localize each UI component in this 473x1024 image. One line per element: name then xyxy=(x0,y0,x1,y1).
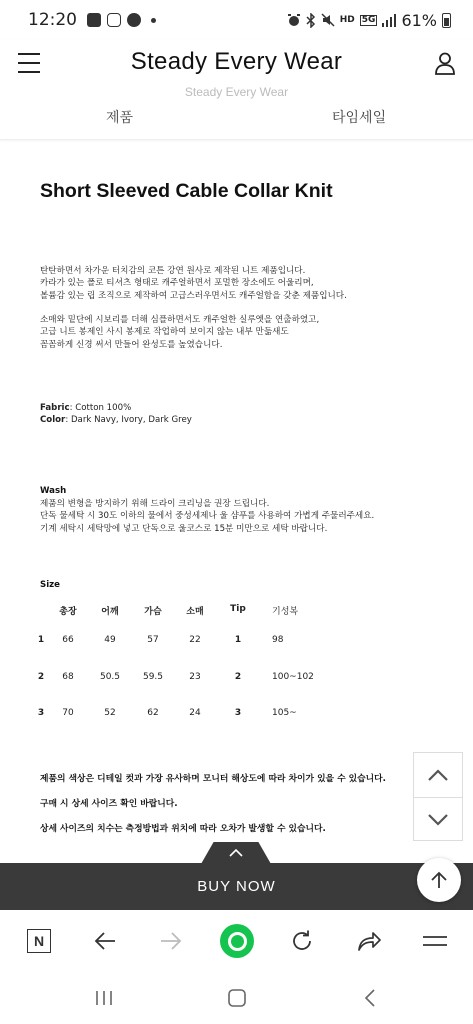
size-cell: 50.5 xyxy=(99,672,121,682)
chevron-left-icon xyxy=(364,988,376,1008)
battery-icon xyxy=(442,13,451,28)
scroll-to-top-button[interactable] xyxy=(417,858,461,902)
size-cell: 66 xyxy=(62,635,74,645)
size-cell: 68 xyxy=(62,672,74,682)
wash-instructions xyxy=(40,498,374,535)
product-title: Short Sleeved Cable Collar Knit xyxy=(40,180,333,202)
alarm-icon xyxy=(287,13,301,27)
brand-subtitle: Steady Every Wear xyxy=(184,85,289,99)
color-label: Color xyxy=(40,415,66,426)
bluetooth-icon xyxy=(306,13,316,28)
size-cell: 100~102 xyxy=(272,672,314,682)
nav-tab-products[interactable]: 제품 xyxy=(106,110,134,126)
site-header xyxy=(0,40,473,140)
status-right xyxy=(287,11,451,30)
mute-icon xyxy=(321,13,335,27)
size-cell: 52 xyxy=(104,708,116,718)
arrow-right-icon xyxy=(159,931,183,951)
green-dot-icon xyxy=(220,924,254,958)
buy-bar-expand-tab[interactable] xyxy=(201,842,271,864)
share-icon xyxy=(356,930,382,952)
home-square-icon xyxy=(228,989,246,1007)
recent-apps-button[interactable] xyxy=(94,986,114,1010)
description-line: 소매와 밑단에 시보리를 더해 심플하면서도 캐주얼한 실루엣을 연출하였고, xyxy=(40,315,320,325)
description-line: 고급 니트 봉제인 사시 봉제로 작업하여 보이지 않는 내부 만듦새도 xyxy=(40,327,289,338)
fabric-row xyxy=(40,402,192,414)
user-icon[interactable] xyxy=(433,51,457,75)
size-header-cell: Tip xyxy=(230,604,246,614)
fabric-label: Fabric xyxy=(40,403,70,413)
size-cell: 105~ xyxy=(272,708,297,718)
arrow-left-icon xyxy=(93,931,117,951)
size-cell: 59.5 xyxy=(142,672,164,682)
talk-icon xyxy=(127,13,141,27)
signal-icon xyxy=(382,14,396,27)
notice-line: 구매 시 상세 사이즈 확인 바랍니다. xyxy=(40,799,178,809)
home-button[interactable] xyxy=(220,924,254,958)
description-line: 볼륨감 있는 립 조직으로 제작하여 고급스러우면서도 캐주얼함을 갖춘 제품입니다. xyxy=(40,290,347,301)
network-label: 5G xyxy=(361,14,376,25)
color-value: : Dark Navy, Ivory, Dark Grey xyxy=(65,415,192,426)
chevron-up-icon xyxy=(427,768,449,782)
size-cell: 22 xyxy=(189,635,201,645)
size-cell: 2 xyxy=(37,672,45,682)
refresh-icon xyxy=(290,929,314,953)
back-button[interactable] xyxy=(88,924,122,958)
size-cell: 1 xyxy=(37,635,45,645)
naver-tab-button[interactable] xyxy=(22,924,56,958)
gallery-icon xyxy=(87,13,101,27)
size-header-cell: 어깨 xyxy=(101,607,119,617)
color-row xyxy=(40,414,192,426)
size-cell: 2 xyxy=(234,672,242,682)
buy-now-label: BUY NOW xyxy=(197,878,276,895)
scroll-down-button[interactable] xyxy=(414,798,462,842)
size-cell: 3 xyxy=(234,708,242,718)
menu-icon xyxy=(423,934,447,948)
size-cell: 49 xyxy=(104,635,116,645)
chevron-up-icon xyxy=(228,848,244,858)
description-block-1 xyxy=(40,265,347,302)
wash-heading: Wash xyxy=(40,486,67,496)
share-button[interactable] xyxy=(352,924,386,958)
hd-voice-label: HD xyxy=(339,14,355,25)
size-cell: 3 xyxy=(37,708,45,718)
size-cell: 57 xyxy=(147,635,159,645)
wash-line: 제품의 변형을 방지하기 위해 드라이 크리닝을 권장 드립니다. xyxy=(40,499,270,509)
size-header-cell: 가슴 xyxy=(144,607,162,617)
size-heading: Size xyxy=(40,580,60,590)
description-line: 탄탄하면서 차가운 터치감의 코튼 강연 원사로 제작된 니트 제품입니다. xyxy=(40,266,306,276)
notice-line: 제품의 색상은 디테일 컷과 가장 유사하며 모니터 해상도에 따라 차이가 있을 수 있습니다. xyxy=(40,774,387,784)
scroll-buttons xyxy=(413,752,463,841)
brand-title[interactable]: Steady Every Wear xyxy=(130,48,343,75)
wash-line: 단독 물세탁 시 30도 이하의 물에서 중성세제나 울 샴푸를 사용하여 가볍게 주물러주세요. xyxy=(40,511,375,522)
nav-tab-timesale[interactable]: 타임세일 xyxy=(332,110,387,126)
status-bar xyxy=(0,0,473,40)
size-header-cell: 총장 xyxy=(59,607,77,617)
size-header-cell: 기성복 xyxy=(272,607,299,617)
description-line: 카라가 있는 폴로 티셔츠 형태로 캐주얼하면서 포멀한 장소에도 어울리며, xyxy=(40,278,314,289)
wash-line: 기계 세탁시 세탁망에 넣고 단독으로 울코스로 15분 미만으로 세탁 바랍니다. xyxy=(40,523,328,534)
size-cell: 1 xyxy=(234,635,242,645)
system-back-button[interactable] xyxy=(362,986,378,1010)
forward-button[interactable] xyxy=(154,924,188,958)
browser-menu-button[interactable] xyxy=(418,924,452,958)
browser-toolbar xyxy=(0,910,473,972)
size-cell: 62 xyxy=(147,708,159,718)
system-navigation-bar xyxy=(0,972,473,1024)
more-notifications-icon xyxy=(151,18,156,23)
battery-percent: 61% xyxy=(401,10,437,30)
scroll-up-button[interactable] xyxy=(414,753,462,797)
size-cell: 98 xyxy=(272,635,284,645)
status-left xyxy=(28,10,156,30)
status-time: 12:20 xyxy=(28,10,77,30)
instagram-icon xyxy=(107,13,121,27)
naver-logo-icon: N xyxy=(27,929,51,953)
fabric-value: : Cotton 100% xyxy=(69,403,132,413)
size-table xyxy=(0,598,473,728)
size-cell: 24 xyxy=(189,708,201,718)
buy-now-button[interactable] xyxy=(0,863,473,910)
size-cell: 23 xyxy=(189,672,201,682)
spec-block xyxy=(40,402,192,427)
chevron-down-icon xyxy=(427,813,449,827)
size-cell: 70 xyxy=(62,708,74,718)
system-home-button[interactable] xyxy=(226,986,248,1010)
description-block-2 xyxy=(40,314,319,351)
reload-button[interactable] xyxy=(285,924,319,958)
size-header-cell: 소매 xyxy=(186,607,204,617)
notice-line: 상세 사이즈의 치수는 측정방법과 위치에 따라 오차가 발생할 수 있습니다. xyxy=(40,824,326,834)
arrow-up-icon xyxy=(430,870,448,890)
description-line: 꼼꼼하게 신경 써서 만들어 완성도를 높였습니다. xyxy=(40,339,223,350)
recent-apps-icon xyxy=(95,990,113,1006)
